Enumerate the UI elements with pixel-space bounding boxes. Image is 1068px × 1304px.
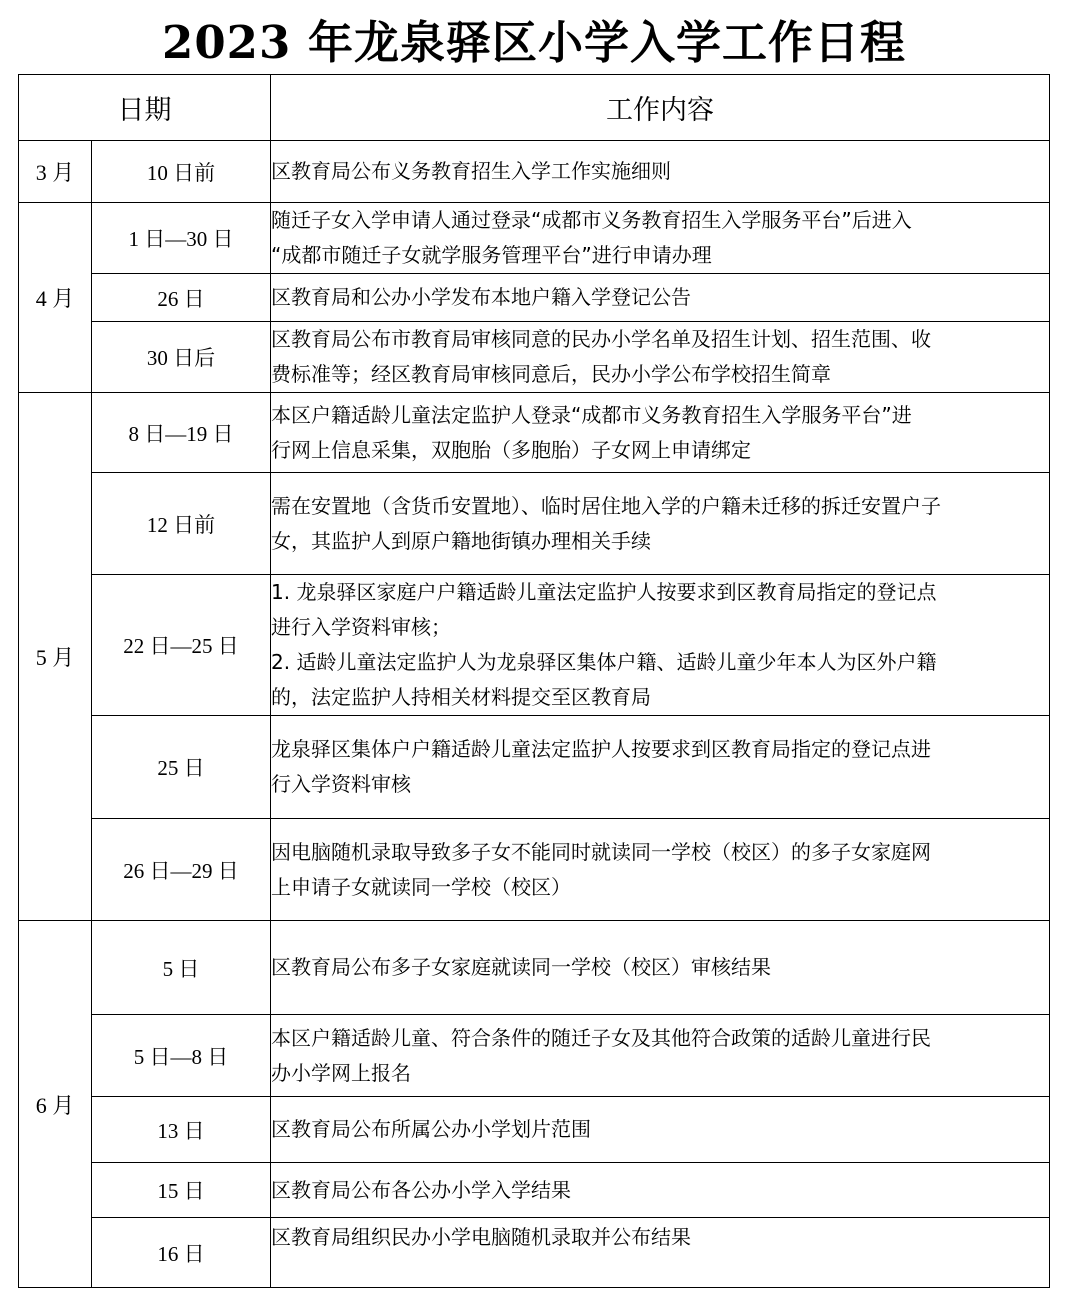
content-cell: [271, 393, 1050, 473]
content-line: 区教育局公布义务教育招生入学工作实施细则: [271, 159, 671, 183]
month-june: 6 月: [19, 921, 92, 1288]
table-row: [19, 1218, 1050, 1288]
table-row: [19, 1163, 1050, 1218]
content-line: 办小学网上报名: [271, 1060, 411, 1085]
date-cell: 26 日: [92, 274, 271, 322]
content-cell: [271, 203, 1050, 274]
content-line: 需在安置地（含货币安置地）、临时居住地入学的户籍未迁移的拆迁安置户子: [271, 493, 941, 518]
table-row: [19, 141, 1050, 203]
table-row: [19, 575, 1050, 716]
table-row: [19, 274, 1050, 322]
content-line: 区教育局公布市教育局审核同意的民办小学名单及招生计划、招生范围、收: [271, 327, 931, 351]
content-cell: [271, 322, 1050, 393]
content-cell: [271, 274, 1050, 322]
table-row: [19, 1015, 1050, 1097]
table-row: [19, 1097, 1050, 1163]
date-cell: 26 日—29 日: [92, 819, 271, 921]
content-line: 区教育局公布所属公办小学划片范围: [271, 1117, 591, 1141]
content-cell: [271, 716, 1050, 819]
content-line: 女，其监护人到原户籍地街镇办理相关手续: [271, 528, 651, 553]
content-line: 本区户籍适龄儿童法定监护人登录“成都市义务教育招生入学服务平台”进: [271, 402, 912, 427]
content-line: 本区户籍适龄儿童、符合条件的随迁子女及其他符合政策的适龄儿童进行民: [271, 1025, 931, 1050]
content-line: 区教育局公布多子女家庭就读同一学校（校区）审核结果: [271, 955, 771, 979]
month-may: 5 月: [19, 393, 92, 921]
date-cell: 1 日—30 日: [92, 203, 271, 274]
content-line: 区教育局和公办小学发布本地户籍入学登记公告: [271, 285, 691, 309]
content-line: 随迁子女入学申请人通过登录“成都市义务教育招生入学服务平台”后进入: [271, 208, 912, 232]
content-line: 上申请子女就读同一学校（校区）: [271, 874, 571, 899]
date-cell: 22 日—25 日: [92, 575, 271, 716]
table-row: [19, 819, 1050, 921]
content-cell: [271, 575, 1050, 716]
table-row: [19, 921, 1050, 1015]
content-line: “成都市随迁子女就学服务管理平台”进行申请办理: [271, 243, 712, 267]
content-line: 的，法定监护人持相关材料提交至区教育局: [271, 685, 651, 709]
table-row: [19, 322, 1050, 393]
date-cell: 13 日: [92, 1097, 271, 1163]
content-line: 2. 适龄儿童法定监护人为龙泉驿区集体户籍、适龄儿童少年本人为区外户籍: [271, 650, 937, 674]
date-cell: 30 日后: [92, 322, 271, 393]
content-line: 区教育局组织民办小学电脑随机录取并公布结果: [271, 1225, 691, 1249]
date-cell: 15 日: [92, 1163, 271, 1218]
content-line: 行网上信息采集，双胞胎（多胞胎）子女网上申请绑定: [271, 437, 751, 462]
date-cell: 16 日: [92, 1218, 271, 1288]
content-line: 区教育局公布各公办小学入学结果: [271, 1177, 571, 1202]
table-row: [19, 203, 1050, 274]
content-line: 费标准等；经区教育局审核同意后，民办小学公布学校招生简章: [271, 362, 831, 386]
content-cell: [271, 1218, 1050, 1288]
content-cell: [271, 1163, 1050, 1218]
table-header-row: [19, 75, 1050, 141]
month-april: 4 月: [19, 203, 92, 393]
date-cell: 8 日—19 日: [92, 393, 271, 473]
month-march: 3 月: [19, 141, 92, 203]
date-cell: 10 日前: [92, 141, 271, 203]
content-line: 进行入学资料审核；: [271, 615, 451, 639]
content-cell: [271, 473, 1050, 575]
content-line: 1. 龙泉驿区家庭户户籍适龄儿童法定监护人按要求到区教育局指定的登记点: [271, 580, 937, 604]
header-content: 工作内容: [271, 75, 1050, 141]
table-row: [19, 473, 1050, 575]
date-cell: 5 日—8 日: [92, 1015, 271, 1097]
content-line: 行入学资料审核: [271, 772, 411, 796]
content-cell: [271, 819, 1050, 921]
page-title: 2023 年龙泉驿区小学入学工作日程: [162, 16, 906, 69]
content-cell: [271, 1015, 1050, 1097]
content-cell: [271, 921, 1050, 1015]
header-date: 日期: [19, 75, 271, 141]
date-cell: 5 日: [92, 921, 271, 1015]
content-line: 龙泉驿区集体户户籍适龄儿童法定监护人按要求到区教育局指定的登记点进: [271, 737, 931, 761]
date-cell: 12 日前: [92, 473, 271, 575]
table-row: [19, 716, 1050, 819]
table-row: [19, 393, 1050, 473]
date-cell: 25 日: [92, 716, 271, 819]
content-line: 因电脑随机录取导致多子女不能同时就读同一学校（校区）的多子女家庭网: [271, 839, 931, 864]
schedule-table: [18, 74, 1050, 1288]
content-cell: [271, 1097, 1050, 1163]
content-cell: [271, 141, 1050, 203]
